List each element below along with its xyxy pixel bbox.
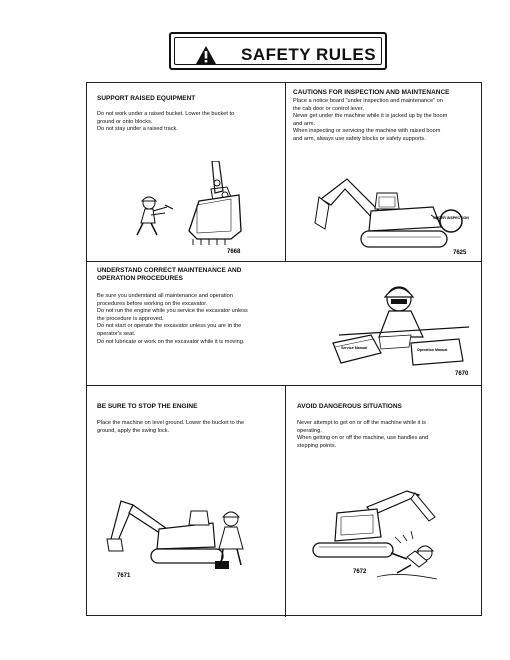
panel-text (97, 111, 283, 134)
book-title: Operation Manual (417, 348, 448, 352)
panel-title: BE SURE TO STOP THE ENGINE (97, 403, 198, 410)
figure-number: 7625 (453, 250, 467, 256)
worker-reading-manuals-illustration (319, 277, 479, 377)
panel-text-line: operating. (297, 427, 322, 434)
panel-text (297, 420, 481, 450)
panel-text-line: Place the machine on level ground. Lower the bucket to the (97, 420, 245, 426)
safety-rules-grid (86, 82, 482, 616)
panel-text-line: Place a notice board "under inspection and maintenance" on (293, 98, 443, 104)
panel-text-line: Do not stay under a raised track. (97, 126, 178, 133)
panel-text-line: Be sure you understand all maintenance and operation (97, 293, 233, 299)
panel-text-line: operator's seat. (97, 330, 136, 337)
worker-under-bucket-illustration (127, 161, 257, 253)
grid-divider (87, 385, 481, 386)
warning-exclamation-icon (195, 45, 217, 65)
panel-text-line: When getting on or off the machine, use handles and (297, 435, 429, 442)
panel-text (97, 293, 297, 346)
panel-avoid-dangerous-situations (297, 403, 481, 613)
book-title: Service Manual (341, 346, 368, 350)
page-title: SAFETY RULES (241, 45, 377, 64)
panel-title-line: UNDERSTAND CORRECT MAINTENANCE AND (97, 267, 242, 274)
panel-title: SUPPORT RAISED EQUIPMENT (97, 95, 196, 102)
panel-text-line: Do not run the engine while you service the excavator unless (97, 308, 248, 315)
panel-support-raised-equipment (97, 95, 283, 259)
panel-text-line: Do not work under a raised bucket. Lower the bucket to (97, 111, 235, 117)
panel-text-line: the cab door or control lever. (293, 105, 364, 112)
panel-text-line: Never get under the machine while it is jacked up by the boom (293, 113, 448, 120)
grid-divider (285, 83, 286, 261)
panel-text-line: When inspecting or servicing the machine with raised boom (293, 128, 441, 135)
page-header-frame (174, 37, 382, 65)
panel-text-line: Do not lubricate or work on the excavator while it is moving. (97, 338, 245, 345)
panel-text (293, 98, 479, 144)
panel-title: AVOID DANGEROUS SITUATIONS (297, 403, 402, 410)
panel-text-line: and arm, always use safety blocks or safety supports. (293, 135, 426, 142)
panel-text-line: Do not start or operate the excavator unless you are in the (97, 323, 242, 330)
panel-text-line: ground or onto blocks. (97, 118, 153, 125)
panel-text-line: Never attempt to get on or off the machine while it is (297, 420, 426, 426)
panel-text-line: the procedure is approved. (97, 315, 164, 322)
panel-maintenance-procedures (97, 267, 481, 383)
panel-title-line: OPERATION PROCEDURES (97, 275, 183, 282)
panel-title: CAUTIONS FOR INSPECTION AND MAINTENANCE (293, 89, 450, 96)
sign-text: UNDER INSPECTION (433, 216, 469, 220)
panel-text-line: and arm. (293, 120, 316, 127)
excavator-inspection-illustration (313, 171, 473, 257)
grid-divider (285, 385, 286, 617)
figure-number: 7672 (353, 569, 367, 575)
grid-divider (87, 261, 481, 262)
figure-number: 7671 (117, 573, 131, 579)
figure-number: 7670 (455, 371, 469, 377)
panel-text-line: ground, apply the swing lock. (97, 427, 170, 434)
panel-text-line: stepping points. (297, 442, 337, 449)
panel-cautions-inspection (293, 89, 479, 259)
panel-stop-engine (97, 403, 283, 613)
figure-number: 7668 (227, 249, 241, 253)
page-header (169, 32, 387, 70)
excavator-engine-stop-illustration (103, 499, 263, 579)
panel-text-line: procedures before working on the excavator. (97, 300, 208, 307)
panel-text (97, 420, 283, 435)
worker-falling-from-excavator-illustration (307, 487, 467, 587)
